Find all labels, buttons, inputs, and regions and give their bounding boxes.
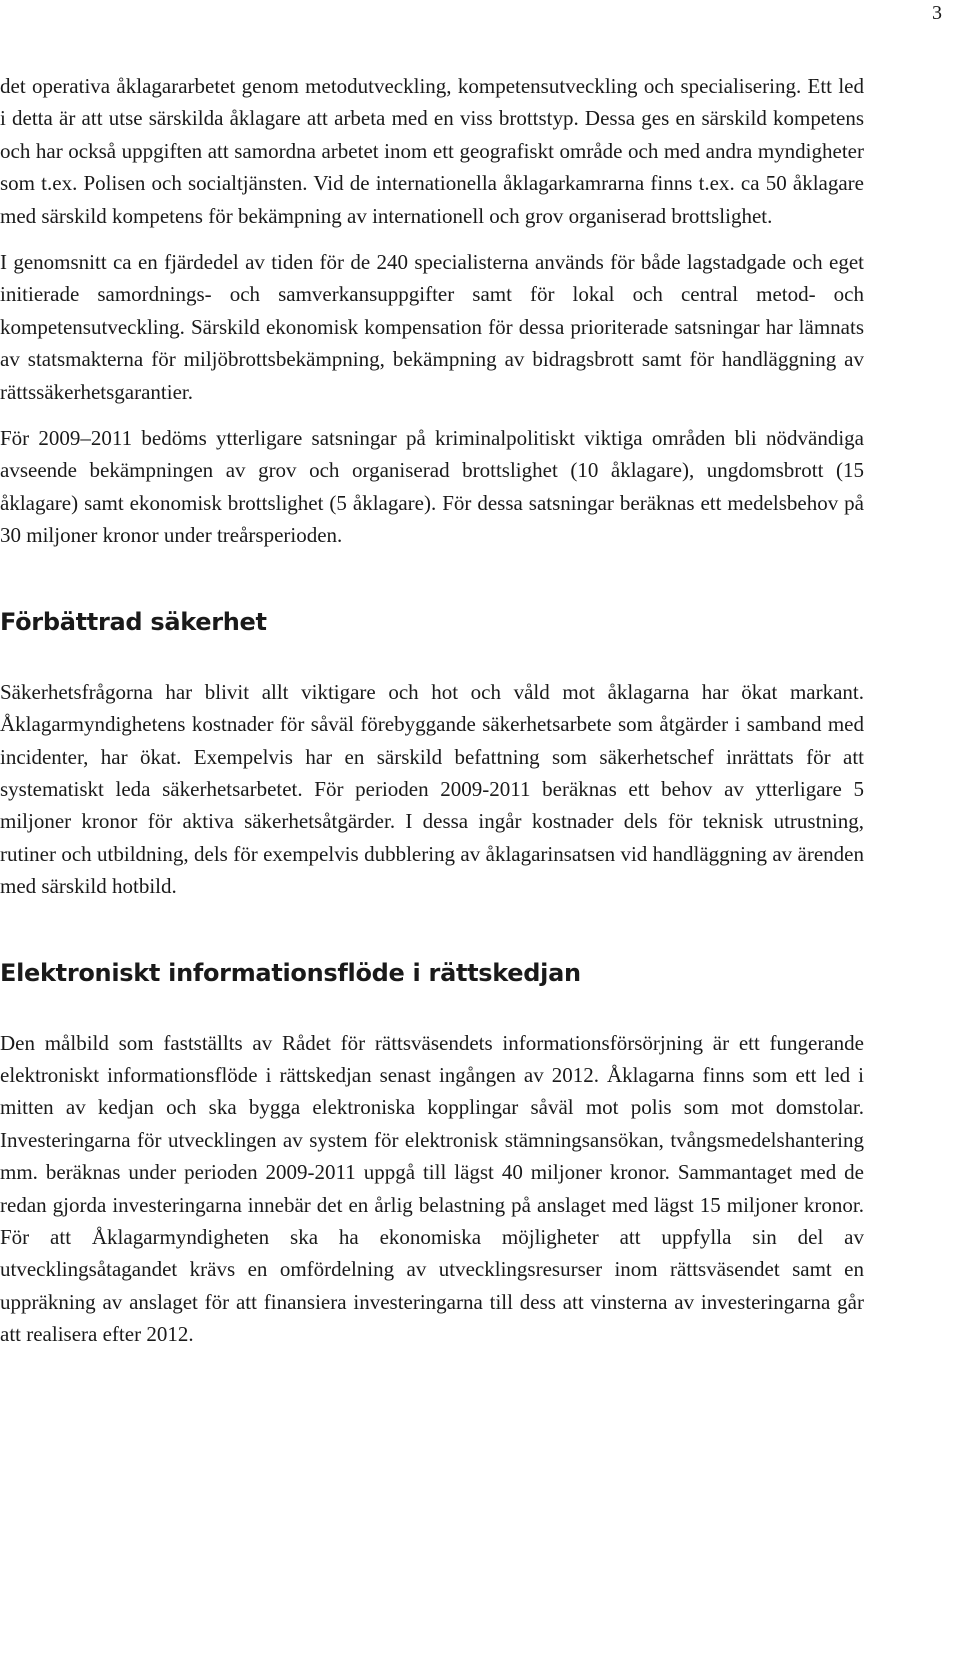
body-paragraph: I genomsnitt ca en fjärdedel av tiden för de 240 specialisterna används för både lagstadgade och eget initierade samordnings- och samverkansuppgifter samt för lokal och central metod- och kompetensutveckling. Särskild ekonomisk kompensation för dessa prioriterade satsningar har lämnats av statsmakterna för miljöbrottsbekämpning, bekämpning av bidragsbrott samt för handläggning av rättssäkerhetsgarantier.: [0, 250, 864, 404]
body-paragraph: För 2009–2011 bedöms ytterligare satsningar på kriminalpolitiskt viktiga områden bli nödvändiga avseende bekämpningen av grov och organiserad brottslighet (10 åklagare), ungdomsbrott (15 åklagare) samt ekonomisk brottslighet (5 åklagare). För dessa satsningar beräknas ett medelsbehov på 30 miljoner kronor under treårsperioden.: [0, 426, 864, 548]
section-heading-sakerhet: Förbättrad säkerhet: [0, 607, 267, 636]
body-paragraph: det operativa åklagararbetet genom metodutveckling, kompetensutveckling och specialisering. Ett led i detta är att utse särskilda åklagare att arbeta med en viss brottstyp. Dessa ges en särskild kompetens och har också uppgiften att samordna arbetet inom ett geografiskt område och med andra myndigheter som t.ex. Polisen och socialtjänsten. Vid de internationella åklagarkamrarna finns t.ex. ca 50 åklagare med särskild kompetens för bekämpning av internationell och grov organiserad brottslighet.: [0, 74, 864, 228]
section-paragraph-sakerhet: Säkerhetsfrågorna har blivit allt viktigare och hot och våld mot åklagarna har ökat markant. Åklagarmyndighetens kostnader för såväl förebyggande säkerhetsarbete som åtgärder i samband med incidenter, har ökat. Exempelvis har en särskild befattning som säkerhetschef inrättats för att systematiskt leda säkerhetsarbetet. För perioden 2009-2011 beräknas ett behov av ytterligare 5 miljoner kronor för aktiva säkerhetsåtgärder. I dessa ingår kostnader dels för teknisk utrustning, rutiner och utbildning, dels för exempelvis dubblering av åklagarinsatsen vid handläggning av ärenden med särskild hotbild.: [0, 679, 864, 899]
document-body: [0, 70, 864, 1365]
page-number: 3: [932, 2, 942, 24]
section-heading-informationsflode: Elektroniskt informationsflöde i rättskedjan: [0, 958, 581, 987]
section-paragraph-informationsflode: Den målbild som fastställts av Rådet för rättsväsendets informationsförsörjning är ett fungerande elektroniskt informationsflöde i rättskedjan senast ingången av 2012. Åklagarna finns som ett led i mitten av kedjan och ska bygga elektroniska kopplingar såväl mot polis som mot domstolar. Investeringarna för utvecklingen av system för elektronisk stämningsansökan, tvångsmedelshantering mm. beräknas under perioden 2009-2011 uppgå till lägst 40 miljoner kronor. Sammantaget med de redan gjorda investeringarna innebär det en årlig belastning på anslaget med lägst 15 miljoner kronor. För att Åklagarmyndigheten ska ha ekonomiska möjligheter att uppfylla sin del av utvecklingsåtagandet krävs en omfördelning av utvecklingsresurser inom rättsväsendet samt en uppräkning av anslaget för att finansiera investeringarna till dess att vinsterna av investeringarna går att realisera efter 2012.: [0, 1030, 864, 1347]
